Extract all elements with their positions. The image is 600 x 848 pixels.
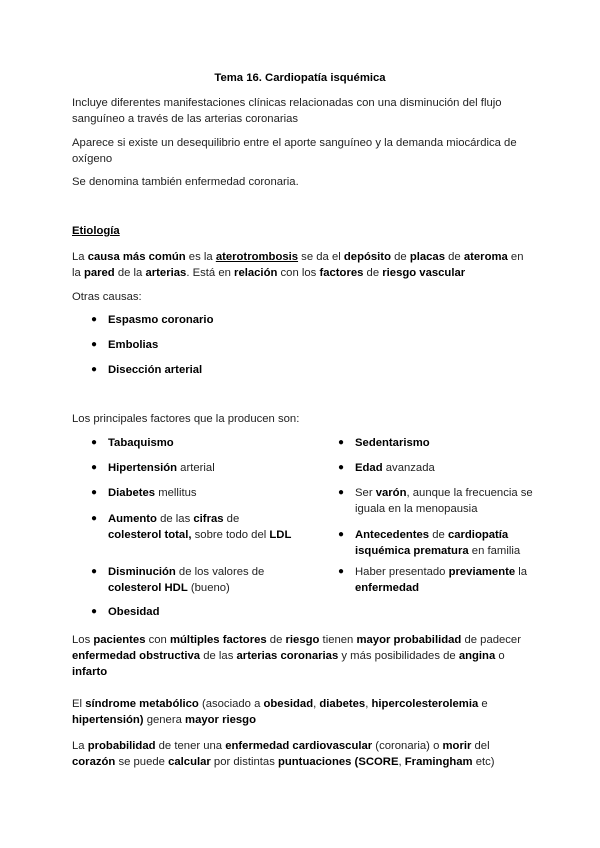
- text-run: es la: [185, 251, 216, 263]
- bold-text: probabilidad: [87, 740, 156, 752]
- list-item: [91, 312, 408, 328]
- bold-text: riesgo vascular: [382, 267, 466, 279]
- bullet-icon: ●: [91, 437, 98, 448]
- text-run: genera: [143, 714, 186, 726]
- bullet-icon: ●: [91, 513, 98, 524]
- text-run: etc): [472, 756, 495, 768]
- text-run: Los: [72, 634, 94, 646]
- bold-text: Aumento: [108, 513, 157, 525]
- bold-text: depósito: [343, 251, 391, 263]
- bullet-icon: ●: [338, 566, 345, 577]
- bold-text: arterias: [145, 267, 187, 279]
- text-run: se da el: [298, 251, 344, 263]
- text-run: e: [478, 698, 488, 710]
- paragraph: [72, 249, 532, 281]
- bold-text: factores: [319, 267, 364, 279]
- bold-text: Framingham: [404, 756, 473, 768]
- bold-text: Espasmo coronario: [108, 314, 214, 326]
- text-run: tienen: [319, 634, 357, 646]
- text-run: de: [266, 634, 286, 646]
- bold-text: varón: [375, 487, 407, 499]
- text-run: de padecer: [461, 634, 521, 646]
- bold-text: Sedentarismo: [355, 437, 430, 449]
- list-item: [91, 485, 293, 501]
- bold-text: mayor riesgo: [185, 714, 256, 726]
- bold-text: puntuaciones: [277, 756, 352, 768]
- bold-text: arterias coronarias: [236, 650, 339, 662]
- text-run: se puede: [115, 756, 169, 768]
- text-run: avanzada: [382, 462, 435, 474]
- bold-text: cifras: [193, 513, 224, 525]
- bullet-icon: ●: [91, 314, 98, 325]
- paragraph: [72, 95, 532, 127]
- bold-text: hipertensión): [72, 714, 144, 726]
- text-run: y más posibilidades de: [338, 650, 459, 662]
- paragraph: [72, 289, 532, 305]
- list-item: [338, 460, 535, 476]
- bold-text: infarto: [72, 666, 108, 678]
- text-run: de: [429, 529, 448, 541]
- list-item: [91, 564, 293, 596]
- text-run: Aparece si existe un desequilibrio entre el aporte sanguíneo y la demanda miocárdica de oxígeno: [72, 137, 517, 165]
- text-run: ,: [313, 698, 320, 710]
- text-run: Otras causas:: [72, 291, 142, 303]
- paragraph: [72, 696, 532, 728]
- text-run: El: [72, 698, 86, 710]
- text-run: (coronaria) o: [372, 740, 443, 752]
- text-run: (asociado a: [198, 698, 264, 710]
- bold-text: colesterol total,: [108, 529, 192, 541]
- document-title: Tema 16. Cardiopatía isquémica: [214, 72, 386, 84]
- text-run: La: [72, 740, 88, 752]
- bold-text: síndrome metabólico: [85, 698, 199, 710]
- text-run: de la: [114, 267, 146, 279]
- list-item: [91, 460, 293, 476]
- bullet-icon: ●: [91, 462, 98, 473]
- bold-text: enfermedad cardiovascular: [225, 740, 373, 752]
- bold-text: morir: [442, 740, 472, 752]
- bullet-icon: ●: [91, 339, 98, 350]
- underlined-text: Etiología: [72, 225, 120, 237]
- bold-text: Antecedentes: [355, 529, 430, 541]
- text-run: de tener una: [155, 740, 226, 752]
- text-run: (bueno): [187, 582, 230, 594]
- bullet-icon: ●: [91, 364, 98, 375]
- text-run: arterial: [177, 462, 215, 474]
- text-run: de las: [200, 650, 237, 662]
- text-run: ,: [365, 698, 372, 710]
- bold-text: Disminución: [108, 566, 176, 578]
- underlined-text: aterotrombosis: [215, 251, 299, 263]
- bold-text: corazón: [72, 756, 116, 768]
- bold-text: enfermedad obstructiva: [72, 650, 201, 662]
- bold-text: colesterol HDL: [108, 582, 188, 594]
- bold-text: Edad: [355, 462, 383, 474]
- list-item: [91, 362, 408, 378]
- list-item: [91, 435, 293, 451]
- paragraph: [72, 411, 532, 427]
- bullet-icon: ●: [91, 487, 98, 498]
- bullet-icon: ●: [338, 462, 345, 473]
- list-item: [338, 527, 535, 559]
- bold-text: Obesidad: [108, 606, 160, 618]
- text-run: del: [471, 740, 490, 752]
- bold-text: previamente: [448, 566, 516, 578]
- list-item: [338, 435, 535, 451]
- paragraph: [72, 632, 532, 680]
- list-item: [91, 337, 408, 353]
- bold-text: mayor probabilidad: [356, 634, 462, 646]
- list-item: [338, 564, 535, 596]
- bullet-icon: ●: [338, 437, 345, 448]
- text-run: de: [390, 251, 410, 263]
- text-run: de: [445, 251, 464, 263]
- bold-text: angina: [458, 650, 496, 662]
- paragraph: [72, 135, 532, 167]
- bullet-icon: ●: [91, 566, 98, 577]
- text-run: en familia: [468, 545, 521, 557]
- text-run: con los: [277, 267, 320, 279]
- text-run: Haber presentado: [355, 566, 449, 578]
- bold-text: relación: [234, 267, 278, 279]
- text-run: Ser: [355, 487, 376, 499]
- bold-text: riesgo: [285, 634, 320, 646]
- paragraph: [72, 174, 532, 190]
- bold-text: (SCORE: [351, 756, 399, 768]
- text-run: ,: [398, 756, 405, 768]
- text-run: de: [223, 513, 240, 525]
- text-run: , aunque la frecuencia se iguala en la menopausia: [355, 487, 533, 515]
- text-run: o: [495, 650, 505, 662]
- text-run: sobre todo del: [191, 529, 270, 541]
- bold-text: enfermedad: [355, 582, 420, 594]
- bold-text: múltiples factores: [169, 634, 267, 646]
- text-run: de: [363, 267, 383, 279]
- text-run: de las: [156, 513, 194, 525]
- text-run: Incluye diferentes manifestaciones clínicas relacionadas con una disminución del flujo sanguíneo a través de las arterias coronarias: [72, 97, 502, 125]
- bold-text: diabetes: [319, 698, 366, 710]
- text-run: Los principales factores que la producen son:: [72, 413, 300, 425]
- bullet-icon: ●: [338, 487, 345, 498]
- bold-text: Diabetes: [108, 487, 156, 499]
- bold-text: ateroma: [463, 251, 508, 263]
- section-heading: [72, 223, 532, 239]
- list-item: [338, 485, 535, 517]
- list-item: [91, 604, 293, 620]
- bold-text: Hipertensión: [108, 462, 178, 474]
- bold-text: Disección arterial: [108, 364, 203, 376]
- bold-text: LDL: [269, 529, 292, 541]
- text-run: . Está en: [186, 267, 235, 279]
- bullet-icon: ●: [338, 529, 345, 540]
- bold-text: obesidad: [263, 698, 314, 710]
- text-run: por distintas: [210, 756, 278, 768]
- bold-text: pared: [83, 267, 115, 279]
- bold-text: Embolias: [108, 339, 159, 351]
- text-run: la: [515, 566, 528, 578]
- bold-text: hipercolesterolemia: [371, 698, 479, 710]
- text-run: en la: [72, 251, 524, 279]
- text-run: con: [145, 634, 170, 646]
- paragraph: [72, 738, 532, 770]
- bold-text: cardiopatía isquémica prematura: [355, 529, 509, 557]
- bold-text: Tabaquismo: [108, 437, 174, 449]
- bold-text: calcular: [168, 756, 211, 768]
- bold-text: placas: [409, 251, 445, 263]
- text-run: mellitus: [155, 487, 197, 499]
- text-run: Se denomina también enfermedad coronaria.: [72, 176, 299, 188]
- bold-text: causa más común: [87, 251, 186, 263]
- list-item: [91, 511, 293, 543]
- bold-text: pacientes: [93, 634, 146, 646]
- bullet-icon: ●: [91, 606, 98, 617]
- text-run: La: [72, 251, 88, 263]
- text-run: de los valores de: [175, 566, 265, 578]
